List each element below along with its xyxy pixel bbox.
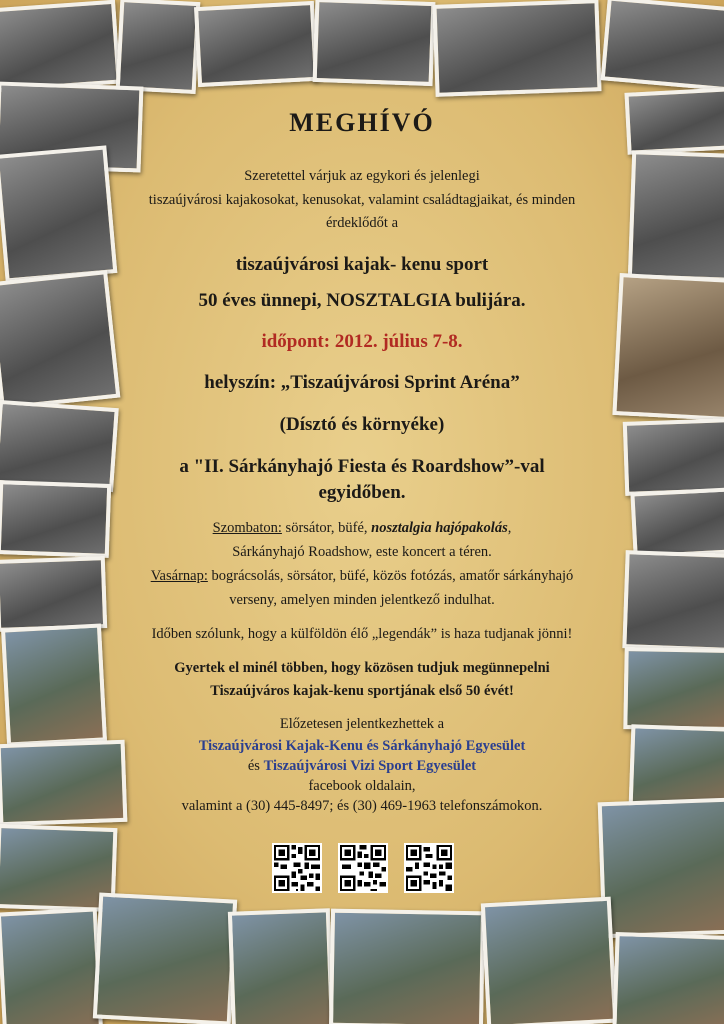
saturday-text-a: sörsátor, büfé,: [281, 520, 372, 536]
photo-paddler-lake: [629, 724, 724, 810]
saturday-label: Szombaton:: [212, 520, 282, 536]
club-link-1[interactable]: Tiszaújvárosi Kajak-Kenu és Sárkányhajó Egyesület: [198, 738, 526, 754]
photo-paddlers-top-right: [601, 0, 724, 92]
register-and: és: [247, 758, 264, 774]
photo-award: [1, 623, 107, 746]
photo-podium: [628, 150, 724, 281]
photo-team-group: [116, 0, 201, 94]
event-venue: helyszín: „Tiszaújvárosi Sprint Aréna”: [204, 372, 520, 393]
photo-girl-portrait: [228, 908, 334, 1024]
call-line-2: Tiszaújváros kajak-kenu sportjának első 50 évét!: [210, 683, 514, 699]
photo-kayak-duo: [93, 892, 237, 1024]
photo-canoe-pair: [0, 400, 119, 492]
legends-note: Időben szólunk, hogy a külföldön élő „legendák” is haza tudjanak jönni!: [151, 626, 573, 642]
photo-dragon-boat: [0, 556, 107, 632]
photo-group-winter: [329, 909, 485, 1024]
photo-boat-trailer: [598, 798, 724, 939]
photo-athlete-paddle: [0, 145, 117, 282]
sunday-program: [110, 568, 614, 585]
headline-line-1: tiszaújvárosi kajak- kenu sport: [235, 254, 489, 275]
photo-crowd: [313, 0, 436, 86]
photo-kayak-single: [623, 418, 724, 496]
photo-kayak-river: [622, 550, 724, 652]
photo-friends: [481, 897, 617, 1024]
register-line-1: Előzetesen jelentkezhettek a: [279, 716, 445, 732]
photo-kayakers-top-left: [0, 0, 121, 92]
photo-medal-athlete: [0, 907, 103, 1024]
photo-regatta: [0, 740, 127, 826]
call-line-1: Gyertek el minél többen, hogy közösen tudjuk megünnepelni: [174, 660, 550, 676]
event-venue-sub: (Dísztó és környéke): [279, 414, 445, 435]
intro-line-1: Szeretettel várjuk az egykori és jelenlegi: [244, 168, 480, 184]
register-line-4: facebook oldalain,: [308, 778, 416, 794]
photo-boy-paddle: [612, 273, 724, 421]
intro-line-3: érdeklődőt a: [325, 215, 399, 231]
sunday-text: bográcsolás, sörsátor, büfé, közös fotózás, amatőr sárkányhajó: [207, 568, 574, 584]
qr-code-icon[interactable]: [404, 843, 454, 893]
fiesta-line-2: egyidőben.: [318, 482, 406, 503]
club-link-2[interactable]: Tiszaújvárosi Vizi Sport Egyesület: [263, 758, 477, 774]
page-title: MEGHÍVÓ: [289, 108, 435, 137]
photo-team-pose: [432, 0, 601, 97]
photo-house: [612, 932, 724, 1024]
headline-line-2: 50 éves ünnepi, NOSZTALGIA bulijára.: [198, 290, 526, 311]
sunday-label: Vasárnap:: [150, 568, 208, 584]
qr-code-icon[interactable]: [272, 843, 322, 893]
event-date: időpont: 2012. július 7-8.: [261, 331, 463, 352]
register-club-2: [110, 758, 614, 775]
photo-canoe-dock: [0, 270, 120, 410]
photo-kayak-race: [194, 1, 318, 87]
sunday-program-line-2: verseny, amelyen minden jelentkező indulhat.: [229, 592, 495, 608]
photo-bus: [0, 480, 111, 558]
saturday-emphasis: nosztalgia hajópakolás: [371, 520, 508, 536]
photo-kayak-pair: [624, 87, 724, 155]
qr-code-icon[interactable]: [338, 843, 388, 893]
photo-boats-lake: [630, 487, 724, 558]
saturday-text-b: ,: [507, 520, 512, 536]
register-phones: valamint a (30) 445-8497; és (30) 469-1963 telefonszámokon.: [181, 798, 543, 814]
photo-van: [623, 647, 724, 731]
intro-line-2: tiszaújvárosi kajakosokat, kenusokat, valamint családtagjaikat, és minden: [148, 192, 576, 208]
fiesta-line-1: a "II. Sárkányhajó Fiesta és Roardshow”-val: [179, 456, 545, 477]
saturday-program-line-2: Sárkányhajó Roadshow, este koncert a téren.: [232, 544, 492, 560]
saturday-program: [110, 520, 614, 537]
